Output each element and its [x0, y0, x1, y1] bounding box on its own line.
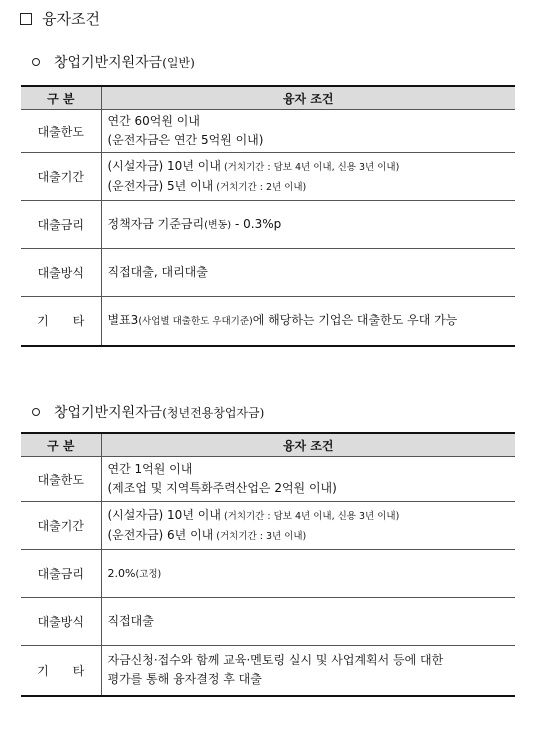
section1-title [32, 52, 195, 72]
table-row [21, 646, 515, 696]
table-row [21, 502, 515, 550]
table-row [21, 550, 515, 598]
section2-title [32, 402, 264, 422]
row-value [101, 457, 515, 502]
value-main: (시설자금) 10년 이내 [107, 507, 221, 522]
value-line: 연간 60억원 이내 [107, 114, 200, 128]
value-main: (시설자금) 10년 이내 [107, 158, 221, 173]
value-line: 자금신청·접수와 함께 교육·멘토링 실시 및 사업계획서 등에 대한 [107, 653, 444, 668]
value-note: (거치기간 : 2년 이내) [213, 181, 307, 193]
row-label: 대출금리 [21, 550, 101, 598]
value-main: 별표3 [107, 312, 139, 327]
row-value [101, 110, 515, 153]
value-note: (사업별 대출한도 우대기준) [138, 315, 253, 327]
row-value [101, 646, 515, 696]
header-category: 구 분 [21, 433, 101, 457]
row-value [101, 297, 515, 346]
row-value [101, 502, 515, 550]
row-label: 대출기간 [21, 153, 101, 201]
value-line [108, 526, 516, 546]
value-line: (운전자금은 연간 5억원 이내) [107, 133, 264, 147]
value-line: (제조업 및 지역특화주력산업은 2억원 이내) [107, 481, 337, 495]
table-row [21, 153, 515, 201]
row-value [101, 201, 515, 249]
row-value: 직접대출 [101, 598, 515, 646]
value-line [108, 177, 516, 197]
circle-bullet-icon [32, 408, 40, 416]
section1-title-text: 창업기반지원자금 [54, 55, 163, 71]
table-row [21, 201, 515, 249]
header-condition: 융자 조건 [101, 433, 515, 457]
value-line [108, 157, 516, 177]
row-value: 직접대출, 대리대출 [101, 249, 515, 297]
value-main: 에 해당하는 기업은 대출한도 우대 가능 [252, 312, 458, 327]
table-row [21, 598, 515, 646]
section-heading [20, 8, 100, 29]
heading-text: 융자조건 [42, 10, 100, 28]
value-line: 평가를 통해 융자결정 후 대출 [107, 672, 262, 687]
value-main: 2.0% [107, 566, 136, 580]
row-label: 대출방식 [21, 598, 101, 646]
row-value [101, 153, 515, 201]
value-note: (변동) [204, 219, 232, 231]
table-header-row [21, 86, 515, 110]
section1-table [21, 85, 515, 347]
table-row [21, 297, 515, 346]
section1-title-paren: (일반) [162, 55, 195, 70]
square-bullet-icon [20, 13, 32, 25]
value-main: (운전자금) 5년 이내 [107, 178, 214, 193]
value-line [108, 506, 516, 526]
value-note: (거치기간 : 담보 4년 이내, 신용 3년 이내) [220, 161, 400, 173]
section2-table [21, 432, 515, 697]
row-label: 대출한도 [21, 110, 101, 153]
row-value [101, 550, 515, 598]
circle-bullet-icon [32, 58, 40, 66]
table-row [21, 457, 515, 502]
row-label: 기 타 [21, 297, 101, 346]
value-main: 정책자금 기준금리 [107, 216, 205, 231]
value-note: (거치기간 : 3년 이내) [213, 530, 307, 542]
table-header-row [21, 433, 515, 457]
value-line: 연간 1억원 이내 [107, 462, 193, 476]
row-label: 기 타 [21, 646, 101, 696]
section2-title-text: 창업기반지원자금 [54, 405, 163, 421]
header-category: 구 분 [21, 86, 101, 110]
value-note: (고정) [135, 568, 162, 580]
row-label: 대출방식 [21, 249, 101, 297]
row-label: 대출한도 [21, 457, 101, 502]
header-condition: 융자 조건 [101, 86, 515, 110]
value-main: - 0.3%p [231, 216, 282, 231]
row-label: 대출금리 [21, 201, 101, 249]
table-row [21, 110, 515, 153]
value-main: (운전자금) 6년 이내 [107, 527, 214, 542]
table-row [21, 249, 515, 297]
section2-title-paren: (청년전용창업자금) [162, 405, 265, 420]
value-note: (거치기간 : 담보 4년 이내, 신용 3년 이내) [220, 510, 400, 522]
row-label: 대출기간 [21, 502, 101, 550]
